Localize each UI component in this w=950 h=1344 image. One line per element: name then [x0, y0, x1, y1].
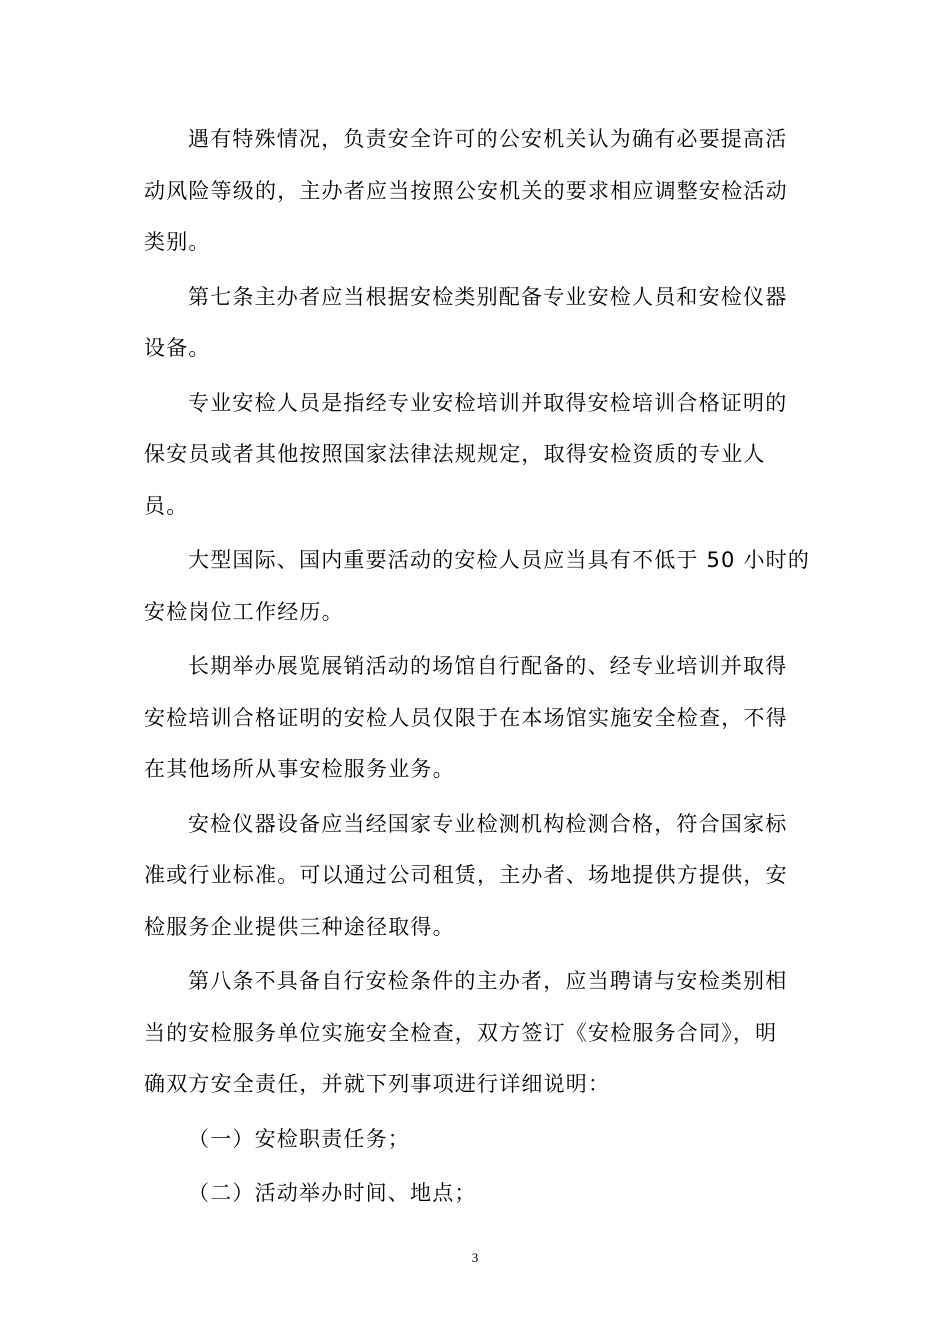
text-line: 保安员或者其他按照国家法律法规规定，取得安检资质的专业人 [144, 442, 766, 466]
text-line: 安检培训合格证明的安检人员仅限于在本场馆实施安全检查，不得 [144, 705, 788, 730]
paragraph [144, 272, 806, 375]
text-line: 第七条主办者应当根据安检类别配备专业安检人员和安检仪器 [188, 284, 788, 309]
list-item: （二）活动举办时间、地点； [188, 1181, 477, 1205]
text-line: 遇有特殊情况，负责安全许可的公安机关认为确有必要提高活 [188, 127, 788, 151]
text-line: 检服务企业提供三种途径取得。 [144, 914, 455, 939]
text-line: 设备。 [144, 336, 211, 360]
paragraph [144, 799, 806, 954]
text-line: 大型国际、国内重要活动的安检人员应当具有不低于 50 小时的 [188, 548, 811, 572]
paragraph [144, 641, 806, 796]
document-body [144, 114, 811, 1223]
text-line: 第八条不具备自行安检条件的主办者，应当聘请与安检类别相 [188, 969, 788, 993]
text-line: 员。 [144, 493, 189, 518]
page-number: 3 [471, 1250, 479, 1265]
text-line: 安检仪器设备应当经国家专业检测机构检测合格，符合国家标 [188, 811, 788, 836]
text-line: 确双方安全责任，并就下列事项进行详细说明： [144, 1072, 611, 1096]
paragraph [144, 535, 811, 638]
paragraph [144, 378, 806, 533]
text-line: 类别。 [144, 230, 211, 254]
list-item: （一）安检职责任务； [188, 1126, 410, 1151]
paragraph [144, 956, 806, 1111]
text-line: 动风险等级的，主办者应当按照公安机关的要求相应调整安检活动 [144, 178, 788, 203]
text-line: 长期举办展览展销活动的场馆自行配备的、经专业培训并取得 [188, 654, 788, 678]
text-line: 当的安检服务单位实施安全检查，双方签订《安检服务合同》，明 [144, 1020, 778, 1045]
text-line: 专业安检人员是指经专业安检培训并取得安检培训合格证明的 [188, 390, 788, 415]
text-line: 准或行业标准。可以通过公司租赁，主办者、场地提供方提供，安 [144, 863, 788, 887]
paragraph [144, 114, 806, 269]
text-line: 安检岗位工作经历。 [144, 599, 344, 624]
text-line: 在其他场所从事安检服务业务。 [144, 757, 455, 781]
